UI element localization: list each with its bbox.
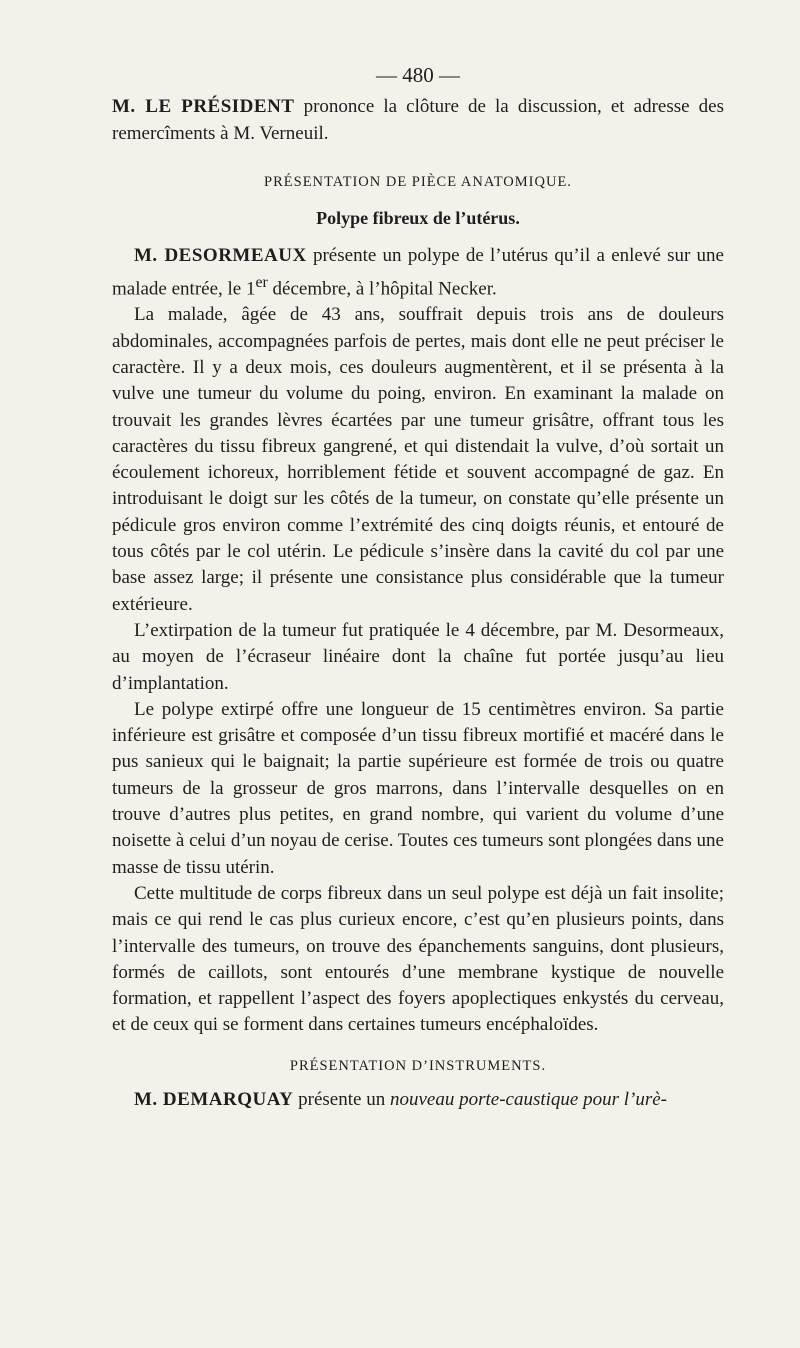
subsection-heading-polype: Polype fibreux de l’utérus. [316,208,520,229]
paragraph-president [112,94,724,147]
paragraph-demarquay [112,1087,724,1113]
section-heading-instruments: PRÉSENTATION D’INSTRUMENTS. [289,1057,547,1074]
paragraph-extirpation: L’extirpation de la tumeur fut pratiquée le 4 décembre, par M. Desormeaux, au moyen de l’écraseur linéaire dont la chaîne fut portée jusqu’au lieu d’implantation. [112,619,724,694]
page-number: — 480 — [376,63,460,87]
paragraph-polype: Le polype extirpé offre une longueur de 15 centimètres environ. Sa partie inférieure est grisâtre et composée d’un tissu fibreux mortifié et macéré dans le pus sanieux qui le baignait; la partie supérieure est formée de trois ou quatre tumeurs de la grosseur de gros marrons, dans l’intervalle desquelles on en trouve d’autres plus petites, en grand nombre, qui varient du volume d’une noisette à celui d’un noyau de cerise. Toutes ces tumeurs sont plongées dans une masse de tissu utérin. [112,698,724,878]
section-heading-anatomique: PRÉSENTATION DE PIÈCE ANATOMIQUE. [264,173,572,190]
speaker-name: M. DEMARQUAY [134,1089,294,1111]
paragraph-text: présente un [293,1089,390,1111]
paragraph-text: présente un polype de l’utérus qu’il a enlevé sur une malade entrée, le 1 [112,245,724,300]
paragraph-text: décembre, à l’hôpital Necker. [267,278,497,300]
paragraph-malade: La malade, âgée de 43 ans, souffrait depuis trois ans de douleurs abdominales, accompagnées parfois de pertes, mais dont elle ne peut préciser le caractère. Il y a deux mois, ces douleurs augmentèrent, et il se présenta à la vulve une tumeur du volume du poing, environ. En examinant la malade on trouvait les grandes lèvres écartées par une tumeur grisâtre, offrant tous les caractères du tissu fibreux gangrené, et qui distendait la vulve, d’où sortait un écoulement ichoreux, horriblement fétide et souvent accompagné de gaz. En introduisant le doigt sur les côtés de la tumeur, on constate qu’elle présente un pédicule gros environ comme l’extrémité des cinq doigts réunis, et entouré de tous côtés par le col utérin. Le pédicule s’insère dans la cavité du col par une base assez large; il présente une consistance plus considérable que la tumeur extérieure. [112,304,724,615]
superscript: er [255,273,268,291]
paragraph-text: prononce la clôture de la discussion, et adresse des remercîments à M. Verneuil. [112,96,724,144]
speaker-name: M. DESORMEAUX [134,245,307,267]
page-content [112,62,724,1113]
speaker-name: M. LE PRÉSIDENT [112,96,295,118]
italic-text: nouveau porte-caustique pour l’urè- [389,1089,667,1111]
paragraph-multitude: Cette multitude de corps fibreux dans un seul polype est déjà un fait insolite; mais ce qui rend le cas plus curieux encore, c’est qu’en plusieurs points, dans l’intervalle des tumeurs, on trouve des épanchements sanguins, dont plusieurs, formés de caillots, sont entourés d’une membrane kystique de nouvelle formation, et rappellent l’aspect des foyers apoplectiques enkystés du cerveau, et de ceux qui se forment dans certaines tumeurs encéphaloïdes. [112,882,724,1036]
paragraph-desormeaux [112,243,724,302]
